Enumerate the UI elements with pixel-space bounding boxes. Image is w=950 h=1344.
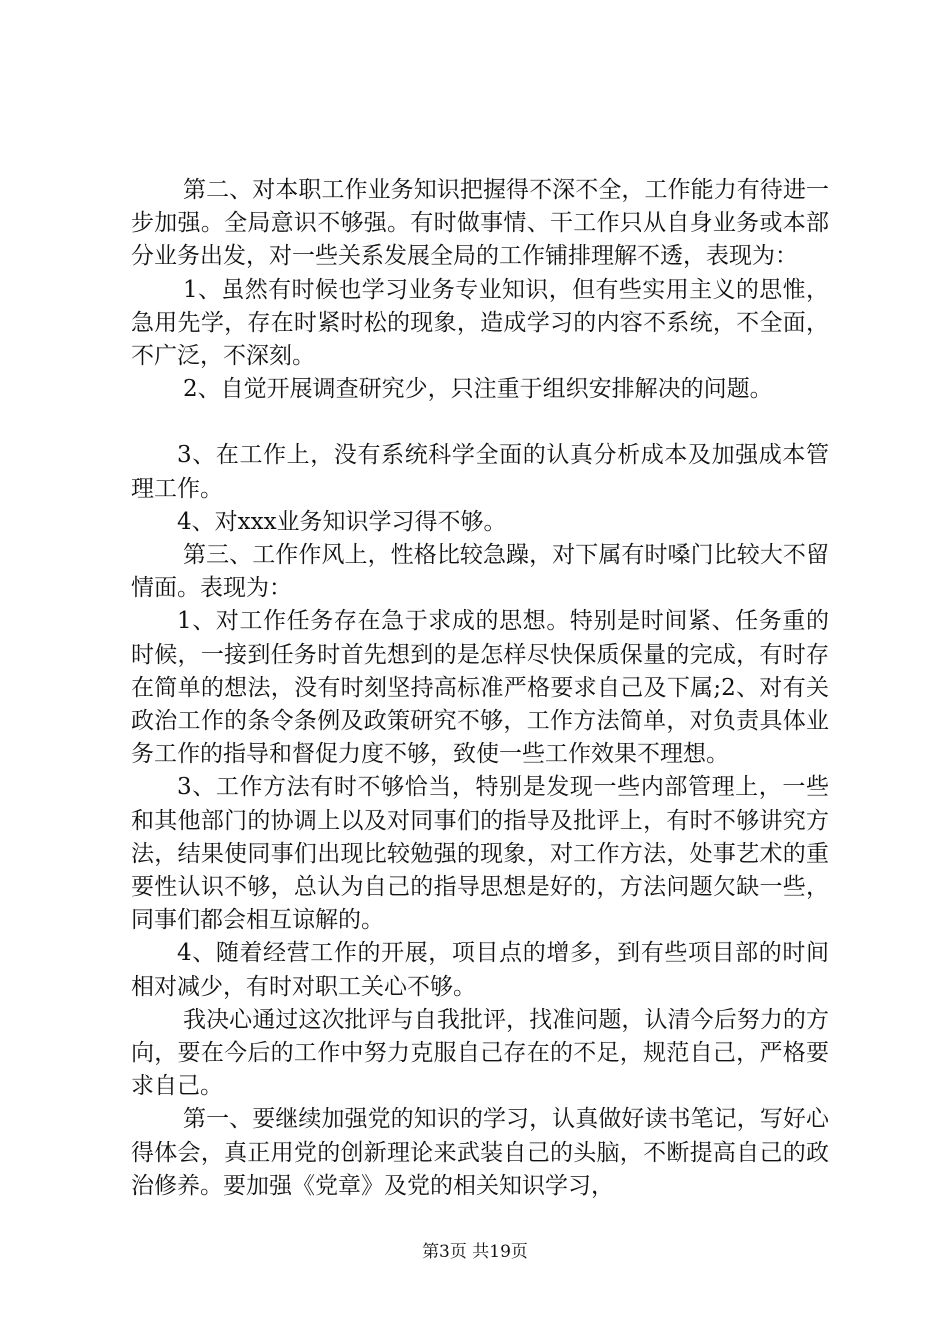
- paragraph-item-2: 2、自觉开展调查研究少，只注重于组织安排解决的问题。: [183, 376, 773, 403]
- paragraph-third-point: 第三、工作作风上，性格比较急躁，对下属有时嗓门比较大不留情面。表现为：: [131, 542, 829, 602]
- page-footer: 第3页 共19页: [422, 1242, 528, 1262]
- paragraph-item-3: 3、在工作上，没有系统科学全面的认真分析成本及加强成本管理工作。: [131, 442, 829, 502]
- paragraph-item-4-third: 4、随着经营工作的开展，项目点的增多，到有些项目部的时间相对减少，有时对职工关心不够。: [131, 940, 829, 1000]
- paragraph-item-1-third: 1、对工作任务存在急于求成的思想。特别是时间紧、任务重的时候，一接到任务时首先想到的是怎样尽快保质保量的完成，有时存在简单的想法，没有时刻坚持高标准严格要求自己及下属;2、对有关政治工作的条令条例及政策研究不够，工作方法简单，对负责具体业务工作的指导和督促力度不够，致使一些工作效果不理想。: [131, 608, 829, 768]
- paragraph-resolution: 我决心通过这次批评与自我批评，找准问题，认清今后努力的方向，要在今后的工作中努力克服自己存在的不足，规范自己，严格要求自己。: [131, 1006, 829, 1100]
- paragraph-item-4: 4、对xxx业务知识学习得不够。: [177, 508, 507, 535]
- document-body: [131, 174, 829, 1203]
- paragraph-first-measure: 第一、要继续加强党的知识的学习，认真做好读书笔记，写好心得体会，真正用党的创新理论来武装自己的头脑，不断提高自己的政治修养。要加强《党章》及党的相关知识学习，: [131, 1106, 829, 1199]
- paragraph-item-1: 1、虽然有时候也学习业务专业知识，但有些实用主义的思惟，急用先学，存在时紧时松的现象，造成学习的内容不系统，不全面，不广泛，不深刻。: [131, 276, 829, 370]
- paragraph-second-point: 第二、对本职工作业务知识把握得不深不全，工作能力有待进一步加强。全局意识不够强。有时做事情、干工作只从自身业务或本部分业务出发，对一些关系发展全局的工作铺排理解不透，表现为：: [131, 177, 829, 270]
- paragraph-item-3-third: 3、工作方法有时不够恰当，特别是发现一些内部管理上，一些和其他部门的协调上以及对同事们的指导及批评上，有时不够讲究方法，结果使同事们出现比较勉强的现象，对工作方法，处事艺术的重要性认识不够，总认为自己的指导思想是好的，方法问题欠缺一些，同事们都会相互谅解的。: [131, 774, 829, 934]
